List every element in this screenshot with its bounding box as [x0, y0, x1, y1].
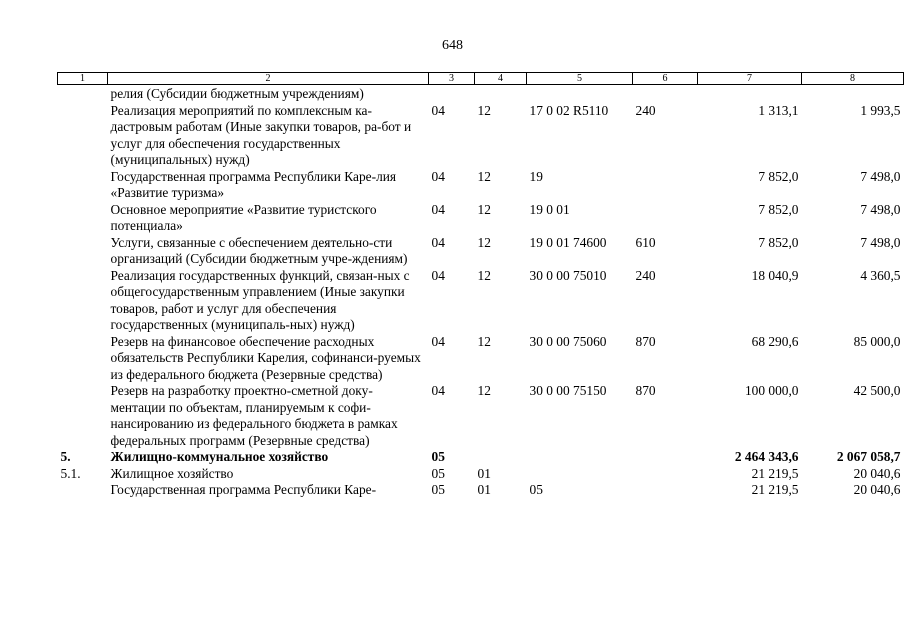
amount-year-1: 21 219,5 — [751, 465, 799, 481]
subsection-code: 12 — [477, 201, 491, 217]
target-article-code — [527, 85, 633, 103]
expense-type-code — [633, 449, 698, 466]
column-header: 3 — [429, 73, 475, 85]
expense-type-code — [633, 202, 698, 235]
subsection-code: 12 — [477, 234, 491, 250]
section-code: 04 — [431, 267, 445, 283]
item-name: Государственная программа Республики Каре-лия «Развитие туризма» — [110, 168, 397, 200]
amount-year-2: 7 498,0 — [860, 201, 901, 217]
item-name: Государственная программа Республики Каре- — [110, 482, 377, 497]
row-number — [58, 202, 108, 235]
amount-year-1: 21 219,5 — [751, 482, 799, 497]
row-number — [58, 235, 108, 268]
column-header: 6 — [633, 73, 698, 85]
subsection-code: 12 — [477, 168, 491, 184]
budget-table — [57, 72, 904, 499]
amount-year-1: 100 000,0 — [744, 383, 799, 398]
section-code: 05 — [431, 449, 445, 464]
expense-type-code — [633, 85, 698, 103]
section-code: 04 — [431, 168, 445, 184]
column-header: 7 — [698, 73, 802, 85]
column-header: 2 — [108, 73, 429, 85]
table-row — [58, 103, 904, 169]
subsection-code — [475, 85, 527, 103]
table-row — [58, 482, 904, 499]
section-code: 04 — [431, 234, 445, 250]
section-code: 05 — [431, 482, 445, 497]
target-article-code: 19 0 01 — [529, 201, 570, 217]
item-name: Основное мероприятие «Развитие туристского потенциала» — [110, 201, 377, 233]
amount-year-1: 1 313,1 — [758, 102, 799, 118]
subsection-code: 12 — [477, 333, 491, 349]
amount-year-1: 18 040,9 — [751, 267, 799, 283]
expense-type-code — [633, 482, 698, 499]
section-code: 04 — [431, 383, 445, 398]
subsection-code: 01 — [477, 482, 491, 497]
item-name: релия (Субсидии бюджетным учреждениям) — [110, 86, 364, 101]
row-number — [58, 383, 108, 449]
amount-year-1 — [698, 85, 802, 103]
amount-year-2: 20 040,6 — [853, 465, 901, 481]
amount-year-1: 7 852,0 — [758, 168, 799, 184]
subsection-code: 12 — [477, 102, 491, 118]
target-article-code — [527, 449, 633, 466]
subsection-code: 01 — [477, 465, 491, 481]
item-name: Жилищное хозяйство — [110, 465, 234, 481]
section-code: 05 — [431, 465, 445, 481]
amount-year-1: 7 852,0 — [758, 201, 799, 217]
row-number — [58, 103, 108, 169]
column-header: 1 — [58, 73, 108, 85]
section-code: 04 — [431, 102, 445, 118]
subsection-code: 12 — [477, 383, 491, 398]
row-number — [58, 268, 108, 334]
amount-year-2: 7 498,0 — [860, 168, 901, 184]
target-article-code: 30 0 00 75060 — [529, 333, 607, 349]
expense-type-code — [633, 466, 698, 483]
column-header: 8 — [802, 73, 904, 85]
expense-type-code: 870 — [635, 333, 656, 349]
row-number: 5.1. — [60, 465, 81, 481]
amount-year-2: 7 498,0 — [860, 234, 901, 250]
row-number: 5. — [60, 449, 71, 464]
amount-year-2: 4 360,5 — [860, 267, 901, 283]
amount-year-1: 7 852,0 — [758, 234, 799, 250]
section-code: 04 — [431, 333, 445, 349]
target-article-code: 19 0 01 74600 — [529, 234, 607, 250]
target-article-code — [527, 466, 633, 483]
target-article-code: 05 — [529, 482, 543, 497]
amount-year-1: 2 464 343,6 — [734, 449, 799, 464]
page-number: 648 — [442, 38, 463, 53]
subsection-code: 12 — [477, 267, 491, 283]
table-row — [58, 466, 904, 483]
row-number — [58, 334, 108, 384]
table-row — [58, 235, 904, 268]
table-row — [58, 85, 904, 103]
column-header: 5 — [527, 73, 633, 85]
table-row — [58, 169, 904, 202]
expense-type-code: 610 — [635, 234, 656, 250]
amount-year-2 — [802, 85, 904, 103]
table-row — [58, 202, 904, 235]
subsection-code — [475, 449, 527, 466]
table-row — [58, 383, 904, 449]
table-body — [58, 85, 904, 499]
section-code: 04 — [431, 201, 445, 217]
target-article-code: 30 0 00 75150 — [529, 383, 607, 398]
amount-year-2: 85 000,0 — [853, 333, 901, 349]
amount-year-2: 20 040,6 — [853, 482, 901, 497]
item-name: Резерв на разработку проектно-сметной доку-ментации по объектам, планируемым к софи-нансированию из федерального бюджета в рамках федеральных программ (Резервные средства) — [110, 383, 398, 448]
item-name: Реализация мероприятий по комплексным ка-дастровым работам (Иные закупки товаров, ра-бот и услуг для обеспечения государственных (муниципальных) нужд) — [110, 102, 412, 167]
table-row — [58, 334, 904, 384]
row-number — [58, 169, 108, 202]
table-row — [58, 449, 904, 466]
expense-type-code — [633, 169, 698, 202]
amount-year-2: 42 500,0 — [853, 383, 901, 398]
item-name: Реализация государственных функций, связан-ных с общегосударственным управлением (Иные закупки товаров, работ и услуг для обеспечения государственных (муниципаль-ных) нужд) — [110, 267, 410, 332]
target-article-code: 17 0 02 R5110 — [529, 102, 609, 118]
table-row — [58, 268, 904, 334]
row-number — [58, 85, 108, 103]
item-name: Жилищно-коммунальное хозяйство — [110, 449, 329, 464]
amount-year-1: 68 290,6 — [751, 333, 799, 349]
item-name: Услуги, связанные с обеспечением деятельно-сти организаций (Субсидии бюджетным учре-ждениям) — [110, 234, 408, 266]
amount-year-2: 2 067 058,7 — [836, 449, 901, 464]
column-number-row — [58, 73, 904, 85]
item-name: Резерв на финансовое обеспечение расходных обязательств Республики Карелия, софинанси-руемых из федерального бюджета (Резервные средства) — [110, 333, 421, 382]
expense-type-code: 240 — [635, 102, 656, 118]
amount-year-2: 1 993,5 — [860, 102, 901, 118]
target-article-code: 30 0 00 75010 — [529, 267, 607, 283]
expense-type-code: 240 — [635, 267, 656, 283]
target-article-code: 19 — [529, 168, 543, 184]
section-code — [429, 85, 475, 103]
row-number — [58, 482, 108, 499]
column-header: 4 — [475, 73, 527, 85]
expense-type-code: 870 — [635, 383, 656, 398]
